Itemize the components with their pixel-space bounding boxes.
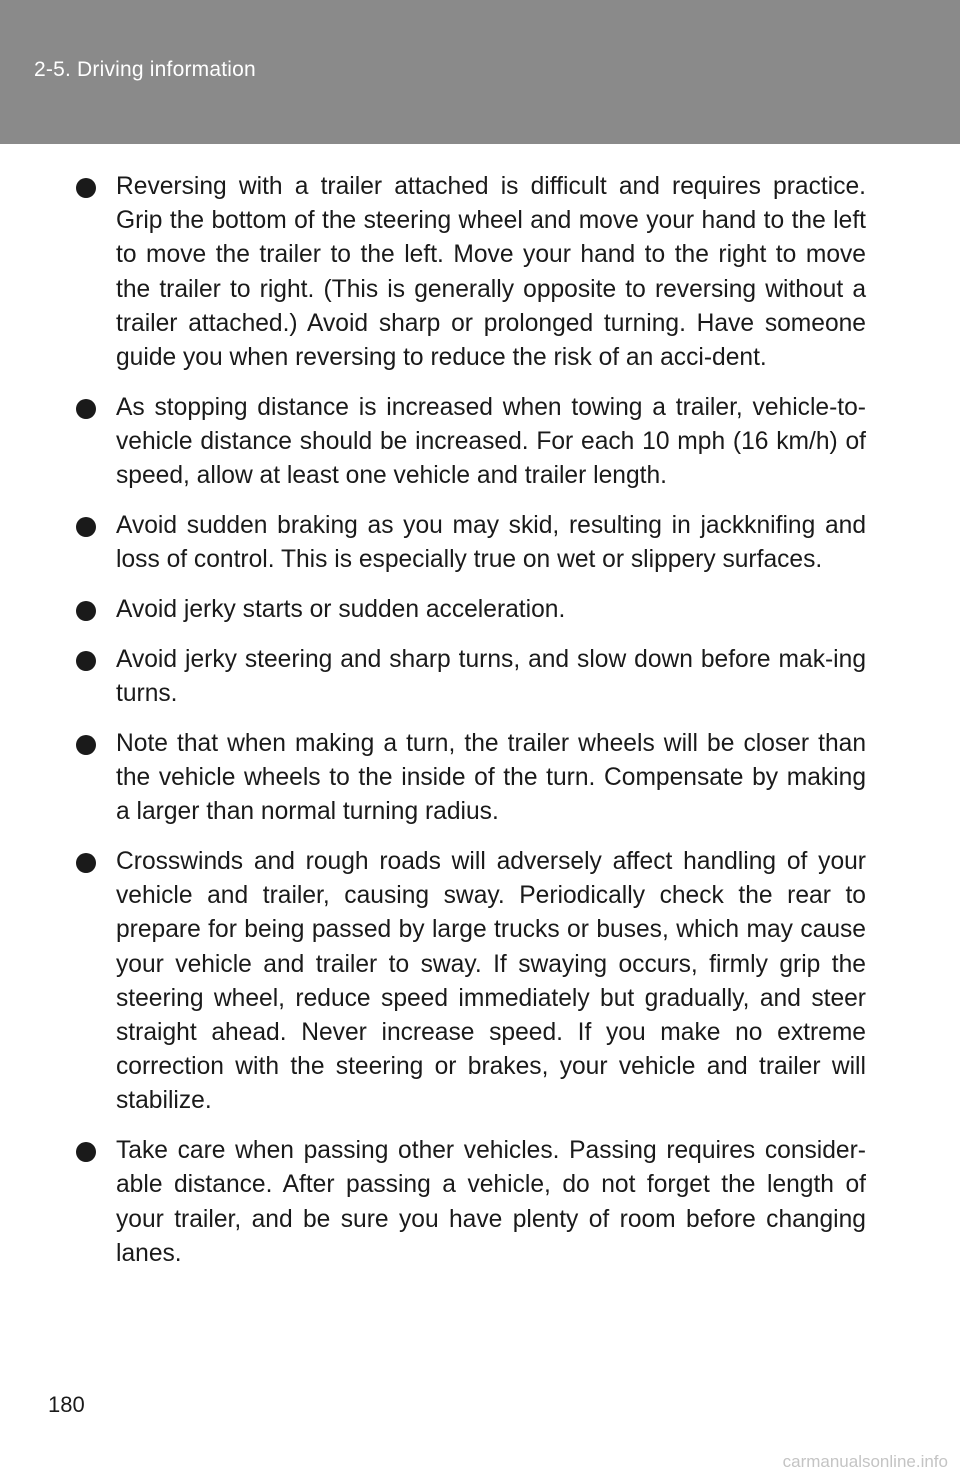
- bullet-list: [76, 170, 866, 1287]
- bullet-item: [76, 170, 866, 375]
- bullet-icon: [76, 651, 96, 671]
- watermark: carmanualsonline.info: [782, 1452, 948, 1471]
- bullet-item: [76, 593, 866, 627]
- bullet-text: As stopping distance is increased when towing a trailer, vehicle-to-vehicle distance should be increased. For each 10 mph (16 km/h) of speed, allow at least one vehicle and trailer length.: [116, 393, 866, 490]
- bullet-item: [76, 391, 866, 494]
- bullet-text: Avoid jerky starts or sudden acceleration.: [116, 596, 566, 624]
- bullet-icon: [76, 178, 96, 198]
- bullet-item: [76, 1134, 866, 1271]
- bullet-icon: [76, 601, 96, 621]
- bullet-text: Crosswinds and rough roads will adversely affect handling of your vehicle and trailer, causing sway. Periodically check the rear to prepare for being passed by large trucks or buses, which may cause your vehicle and trailer to sway. If swaying occurs, firmly grip the steering wheel, reduce speed immediately but gradually, and steer straight ahead. Never increase speed. If you make no extreme correction with the steering or brakes, your vehicle and trailer will stabilize.: [116, 848, 866, 1115]
- bullet-text: Reversing with a trailer attached is difficult and requires practice. Grip the bottom of the steering wheel and move your hand to the left to move the trailer to the left. Move your hand to the right to move the trailer to right. (This is generally opposite to reversing without a trailer attached.) Avoid sharp or prolonged turning. Have someone guide you when reversing to reduce the risk of an acci-dent.: [116, 173, 866, 372]
- page-header: [0, 0, 960, 144]
- bullet-item: [76, 509, 866, 577]
- bullet-item: [76, 643, 866, 711]
- bullet-text: Avoid jerky steering and sharp turns, and slow down before mak-ing turns.: [116, 645, 866, 708]
- bullet-text: Note that when making a turn, the trailer wheels will be closer than the vehicle wheels to the inside of the turn. Compensate by making a larger than normal turning radius.: [116, 729, 866, 826]
- bullet-text: Avoid sudden braking as you may skid, resulting in jackknifing and loss of control. This is especially true on wet or slippery surfaces.: [116, 512, 866, 574]
- bullet-icon: [76, 1142, 96, 1162]
- bullet-icon: [76, 735, 96, 755]
- bullet-item: [76, 727, 866, 830]
- bullet-icon: [76, 853, 96, 873]
- page-number: 180: [48, 1392, 85, 1417]
- bullet-text: Take care when passing other vehicles. Passing requires consider-able distance. After passing a vehicle, do not forget the length of your trailer, and be sure you have plenty of room before changing lanes.: [116, 1137, 866, 1267]
- bullet-item: [76, 845, 866, 1119]
- bullet-icon: [76, 399, 96, 419]
- section-title: 2-5. Driving information: [34, 58, 256, 81]
- bullet-icon: [76, 517, 96, 537]
